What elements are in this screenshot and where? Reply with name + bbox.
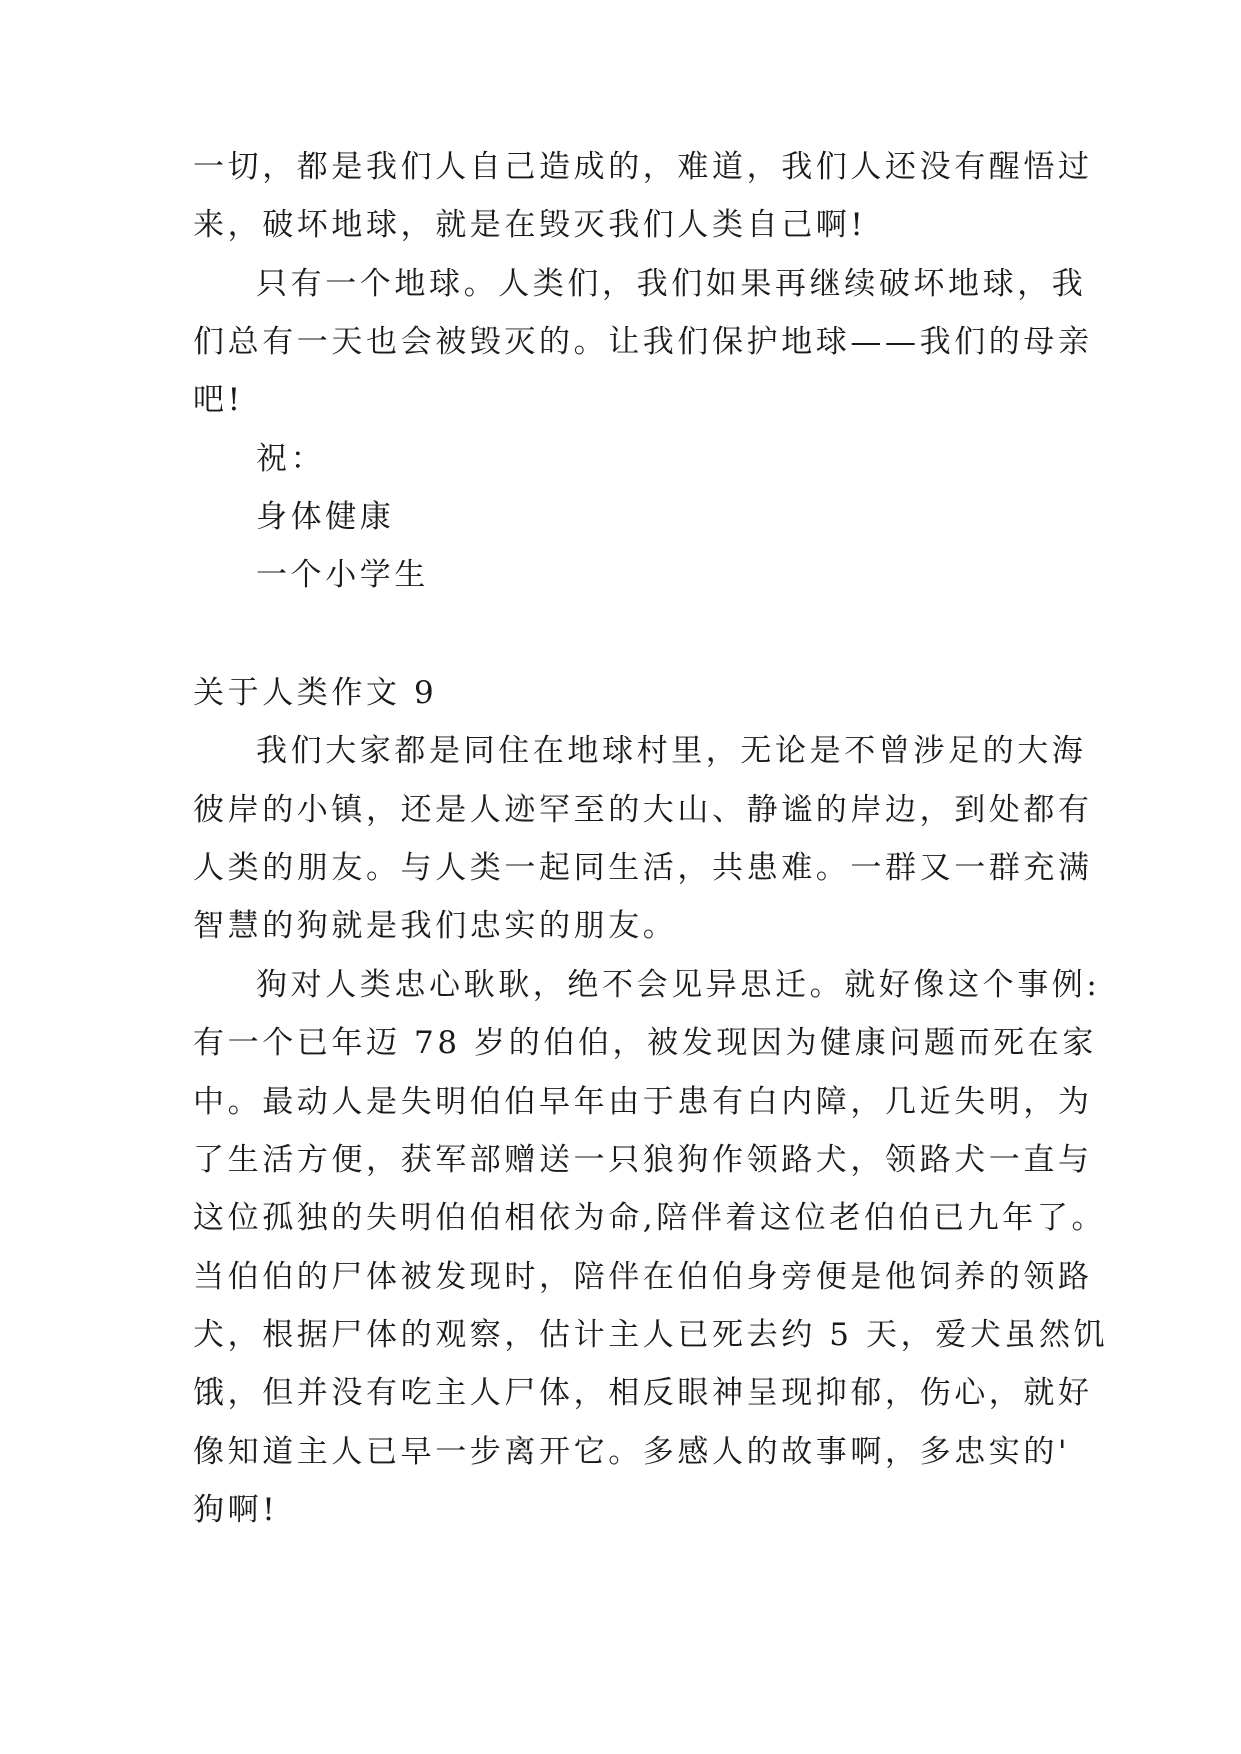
text-line: 一切，都是我们人自己造成的，难道，我们人还没有醒悟过 bbox=[193, 149, 1093, 185]
text-line: 一个小学生 bbox=[256, 557, 429, 593]
section-title: 关于人类作文 9 bbox=[193, 675, 438, 711]
text-line: 饿，但并没有吃主人尸体，相反眼神呈现抑郁，伤心，就好 bbox=[193, 1375, 1093, 1411]
text-line: 智慧的狗就是我们忠实的朋友。 bbox=[193, 908, 678, 944]
text-line: 犬，根据尸体的观察，估计主人已死去约 5 天，爱犬虽然饥 bbox=[193, 1317, 1109, 1353]
text-line: 我们大家都是同住在地球村里，无论是不曾涉足的大海 bbox=[256, 733, 1087, 769]
text-line: 彼岸的小镇，还是人迹罕至的大山、静谧的岸边，到处都有 bbox=[193, 792, 1093, 828]
text-line: 祝： bbox=[256, 441, 326, 477]
text-line: 狗啊! bbox=[193, 1492, 279, 1528]
text-line: 吧! bbox=[193, 382, 244, 418]
text-line: 身体健康 bbox=[256, 499, 395, 535]
text-line: 狗对人类忠心耿耿，绝不会见异思迁。就好像这个事例: bbox=[256, 967, 1101, 1003]
text-line: 只有一个地球。人类们，我们如果再继续破坏地球，我 bbox=[256, 266, 1087, 302]
text-line: 来，破坏地球，就是在毁灭我们人类自己啊! bbox=[193, 207, 867, 243]
text-line: 了生活方便，获军部赠送一只狼狗作领路犬，领路犬一直与 bbox=[193, 1142, 1093, 1178]
text-line: 像知道主人已早一步离开它。多感人的故事啊，多忠实的' bbox=[193, 1434, 1071, 1470]
text-line: 有一个已年迈 78 岁的伯伯，被发现因为健康问题而死在家 bbox=[193, 1025, 1097, 1061]
text-line: 当伯伯的尸体被发现时，陪伴在伯伯身旁便是他饲养的领路 bbox=[193, 1259, 1093, 1295]
text-line: 这位孤独的失明伯伯相依为命,陪伴着这位老伯伯已九年了。 bbox=[193, 1200, 1107, 1236]
text-line: 人类的朋友。与人类一起同生活，共患难。一群又一群充满 bbox=[193, 850, 1093, 886]
text-line: 中。最动人是失明伯伯早年由于患有白内障，几近失明，为 bbox=[193, 1084, 1093, 1120]
text-line: 们总有一天也会被毁灭的。让我们保护地球——我们的母亲 bbox=[193, 324, 1093, 360]
